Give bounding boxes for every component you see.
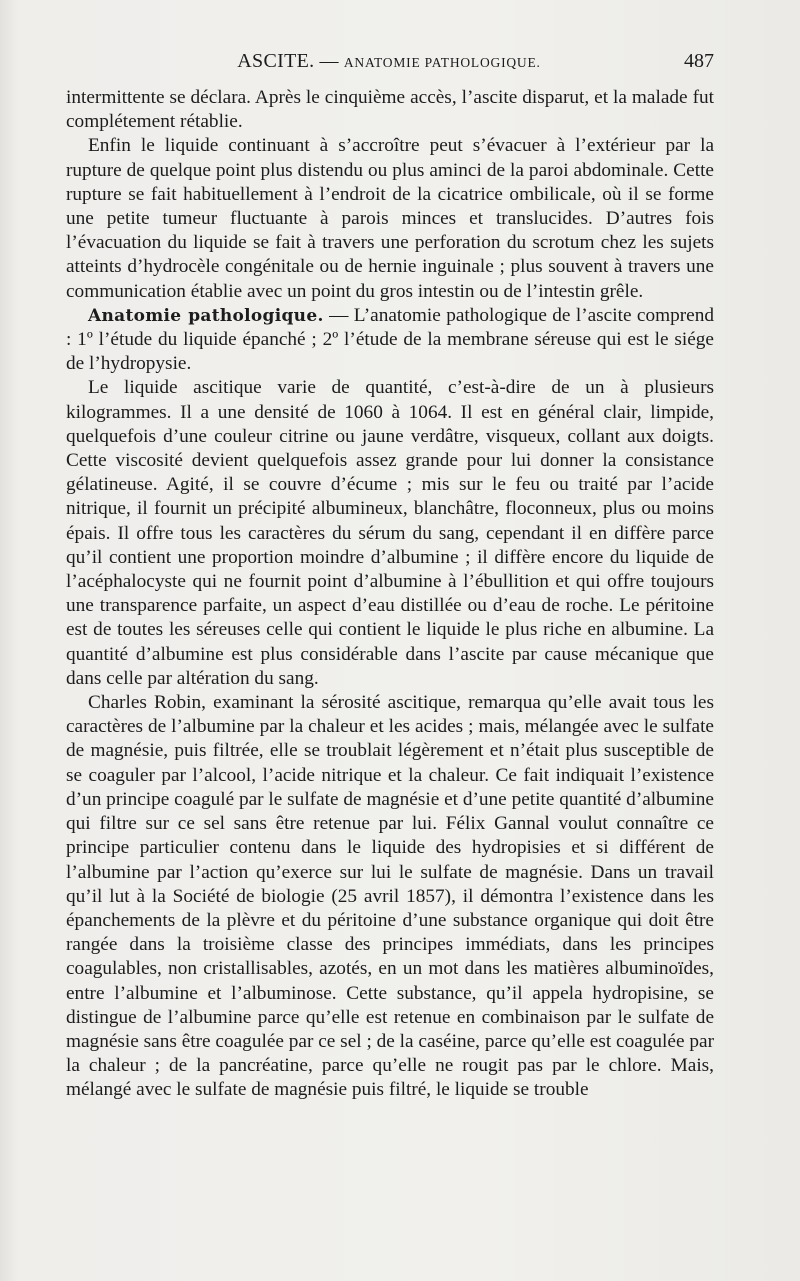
running-title-separator: —	[319, 51, 339, 72]
paragraph-1: intermittente se déclara. Après le cinquième accès, l’ascite disparut, et la malade fut complétement rétablie.	[66, 87, 714, 133]
section-heading: Anatomie pathologique.	[88, 305, 324, 326]
paragraph-5: Charles Robin, examinant la sérosité ascitique, remarqua qu’elle avait tous les caractères de l’albumine par la chaleur et les acides ; mais, mélangée avec le sulfate de magnésie, puis filtrée, elle se troublait légèrement et n’était plus susceptible de se coaguler par l’alcool, l’acide nitrique et la chaleur. Ce fait indiquait l’existence d’un principe coagulé par le sulfate de magnésie et d’une petite quantité d’albumine qui filtre sur ce sel sans être retenue par lui. Félix Gannal voulut connaître ce principe particulier contenu dans le liquide des hydropisies et si différent de l’albumine par l’action qu’exerce sur lui le sulfate de magnésie. Dans un travail qu’il lut à la Société de biologie (25 avril 1857), il démontra l’existence dans les épanchements de la plèvre et du péritoine d’une substance organique qui doit être rangée dans la troisième classe des principes immédiats, dans les principes coagulables, non cristallisables, azotés, en un mot dans les matières albuminoïdes, entre l’albumine et l’albuminose. Cette substance, qu’il appela hydropisine, se distingue de l’albumine parce qu’elle est retenue en combinaison par le sulfate de magnésie sans être coagulée par ce sel ; de la caséine, parce qu’elle est coagulée par la chaleur ; de la pancréatine, parce qu’elle ne rougit pas par le chlore. Mais, mélangé avec le sulfate de magnésie puis filtré, le liquide se trouble	[66, 692, 714, 1101]
paragraph-3	[66, 304, 714, 377]
paragraph-4: Le liquide ascitique varie de quantité, c’est-à-dire de un à plusieurs kilogrammes. Il a une densité de 1060 à 1064. Il est en général clair, limpide, quelquefois d’une couleur citrine ou jaune verdâtre, visqueux, collant aux doigts. Cette viscosité devient quelquefois assez grande pour lui donner la consistance gélatineuse. Agité, il se couvre d’écume ; mis sur le feu ou traité par l’acide nitrique, il fournit un précipité albumineux, blanchâtre, floconneux, plus ou moins épais. Il offre tous les caractères du sérum du sang, cependant il en diffère parce qu’il contient une proportion moindre d’albumine ; il diffère encore du liquide de l’acéphalocyste qui ne fournit point d’albumine à l’ébullition et qui offre toujours une transparence parfaite, un aspect d’eau distillée ou d’eau de roche. Le péritoine est de toutes les séreuses celle qui contient le liquide le plus riche en albumine. La quantité d’albumine est plus considérable dans l’ascite par cause mécanique que dans celle par altération du sang.	[66, 377, 714, 689]
running-title	[64, 50, 714, 73]
paragraph-3-text: — L’anatomie pathologique de l’ascite comprend : 1º l’étude du liquide épanché ; 2º l’étude de la membrane séreuse qui est le siége de l’hydropysie.	[66, 304, 714, 375]
running-title-main: ASCITE.	[237, 50, 315, 72]
page-number: 487	[684, 50, 714, 72]
paragraph-2: Enfin le liquide continuant à s’accroître peut s’évacuer à l’extérieur par la rupture de quelque point plus distendu ou plus aminci de la paroi abdominale. Cette rupture se fait habituellement à l’endroit de la cicatrice ombilicale, où il se forme une petite tumeur fluctuante à parois minces et translucides. D’autres fois l’évacuation du liquide se fait à travers une perforation du scrotum chez les sujets atteints d’hydrocèle congénitale ou de hernie inguinale ; plus souvent à travers une communication établie avec un point du gros intestin ou de l’intestin grêle.	[66, 135, 714, 302]
running-header	[64, 50, 714, 80]
body-text	[66, 86, 714, 1103]
running-title-sub: ANATOMIE PATHOLOGIQUE.	[343, 55, 541, 70]
